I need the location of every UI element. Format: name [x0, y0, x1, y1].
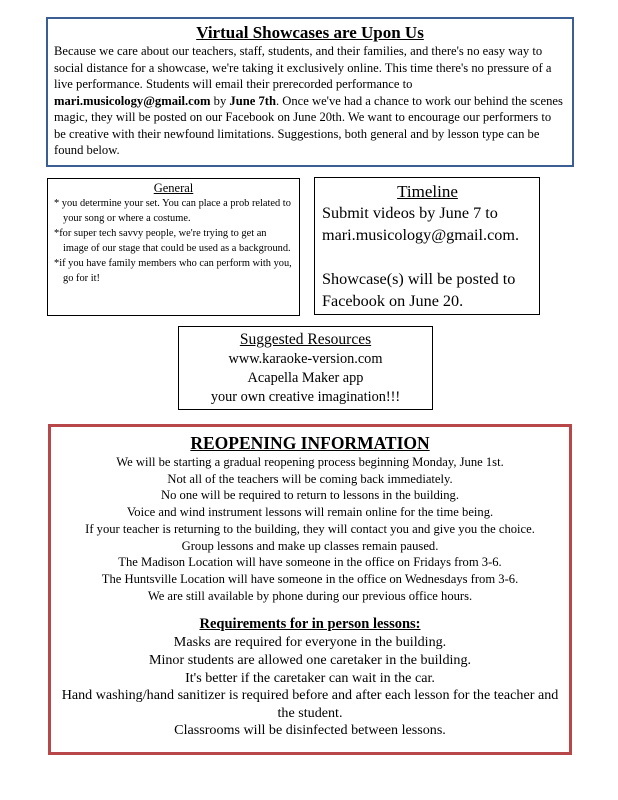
showcase-text-2: by: [210, 93, 230, 108]
general-section: [47, 178, 300, 316]
requirement-line: Minor students are allowed one caretaker in the building.: [148, 651, 472, 668]
showcase-deadline: June 7th: [229, 93, 276, 108]
reopening-line: Voice and wind instrument lessons will remain online for the time being.: [126, 505, 494, 520]
reopening-line: No one will be required to return to lessons in the building.: [160, 488, 459, 503]
showcase-title: Virtual Showcases are Upon Us: [196, 23, 424, 42]
resource-item: www.karaoke-version.com: [228, 351, 383, 367]
requirement-line: Classrooms will be disinfected between lessons.: [174, 722, 446, 739]
reopening-section: [48, 424, 572, 755]
timeline-section: [314, 177, 540, 315]
requirement-line: Masks are required for everyone in the building.: [173, 634, 447, 651]
resource-item: Acapella Maker app: [247, 370, 364, 386]
general-item: *for super tech savvy people, we're trying to get an image of our stage that could be used as a background.: [54, 228, 291, 254]
general-item: * you determine your set. You can place a prob related to your song or where a costume.: [54, 198, 291, 224]
general-item: *if you have family members who can perform with you, go for it!: [54, 258, 292, 284]
showcase-text-1: Because we care about our teachers, staff, students, and their families, and there's no easy way to social distance for a showcase, we're taking it exclusively online. This time there's no pressure of a live performance. Students will email their prerecorded performance to: [54, 44, 552, 91]
resources-section: [178, 326, 433, 410]
reopening-line: We will be starting a gradual reopening process beginning Monday, June 1st.: [116, 455, 504, 469]
reopening-line: If your teacher is returning to the building, they will contact you and give you the choice.: [85, 521, 535, 536]
timeline-posted: Showcase(s) will be posted to Facebook on June 20.: [322, 270, 516, 310]
requirement-line: Hand washing/hand sanitizer is required before and after each lesson for the teacher and the student.: [61, 687, 559, 721]
timeline-submit: Submit videos by June 7 to mari.musicology@gmail.com.: [322, 204, 519, 244]
general-title: General: [153, 181, 194, 195]
general-list: [54, 196, 293, 286]
resource-item: your own creative imagination!!!: [210, 389, 401, 405]
reopening-line: Group lessons and make up classes remain paused.: [181, 538, 439, 553]
requirement-line: It's better if the caretaker can wait in the car.: [185, 669, 435, 686]
resources-title: Suggested Resources: [239, 331, 372, 348]
timeline-title: Timeline: [397, 182, 458, 201]
reopening-line: We are still available by phone during our previous office hours.: [147, 588, 473, 603]
reopening-title: REOPENING INFORMATION: [190, 433, 430, 453]
showcase-text-3: . Once we've had a chance to work our behind the scenes magic, they will be posted on our Facebook on June 20th. We want to encourage our performers to be creative with their newfound limitations. Suggestions, both general and by lesson type can be found below.: [54, 93, 563, 157]
showcase-body: [54, 43, 566, 159]
showcase-section: [46, 17, 574, 167]
reopening-line: The Madison Location will have someone in the office on Fridays from 3-6.: [118, 555, 502, 570]
showcase-email: mari.musicology@gmail.com: [54, 93, 211, 108]
reopening-line: Not all of the teachers will be coming back immediately.: [167, 471, 453, 486]
requirements-title: Requirements for in person lessons:: [199, 616, 421, 633]
reopening-line: The Huntsville Location will have someone in the office on Wednesdays from 3-6.: [101, 571, 519, 586]
